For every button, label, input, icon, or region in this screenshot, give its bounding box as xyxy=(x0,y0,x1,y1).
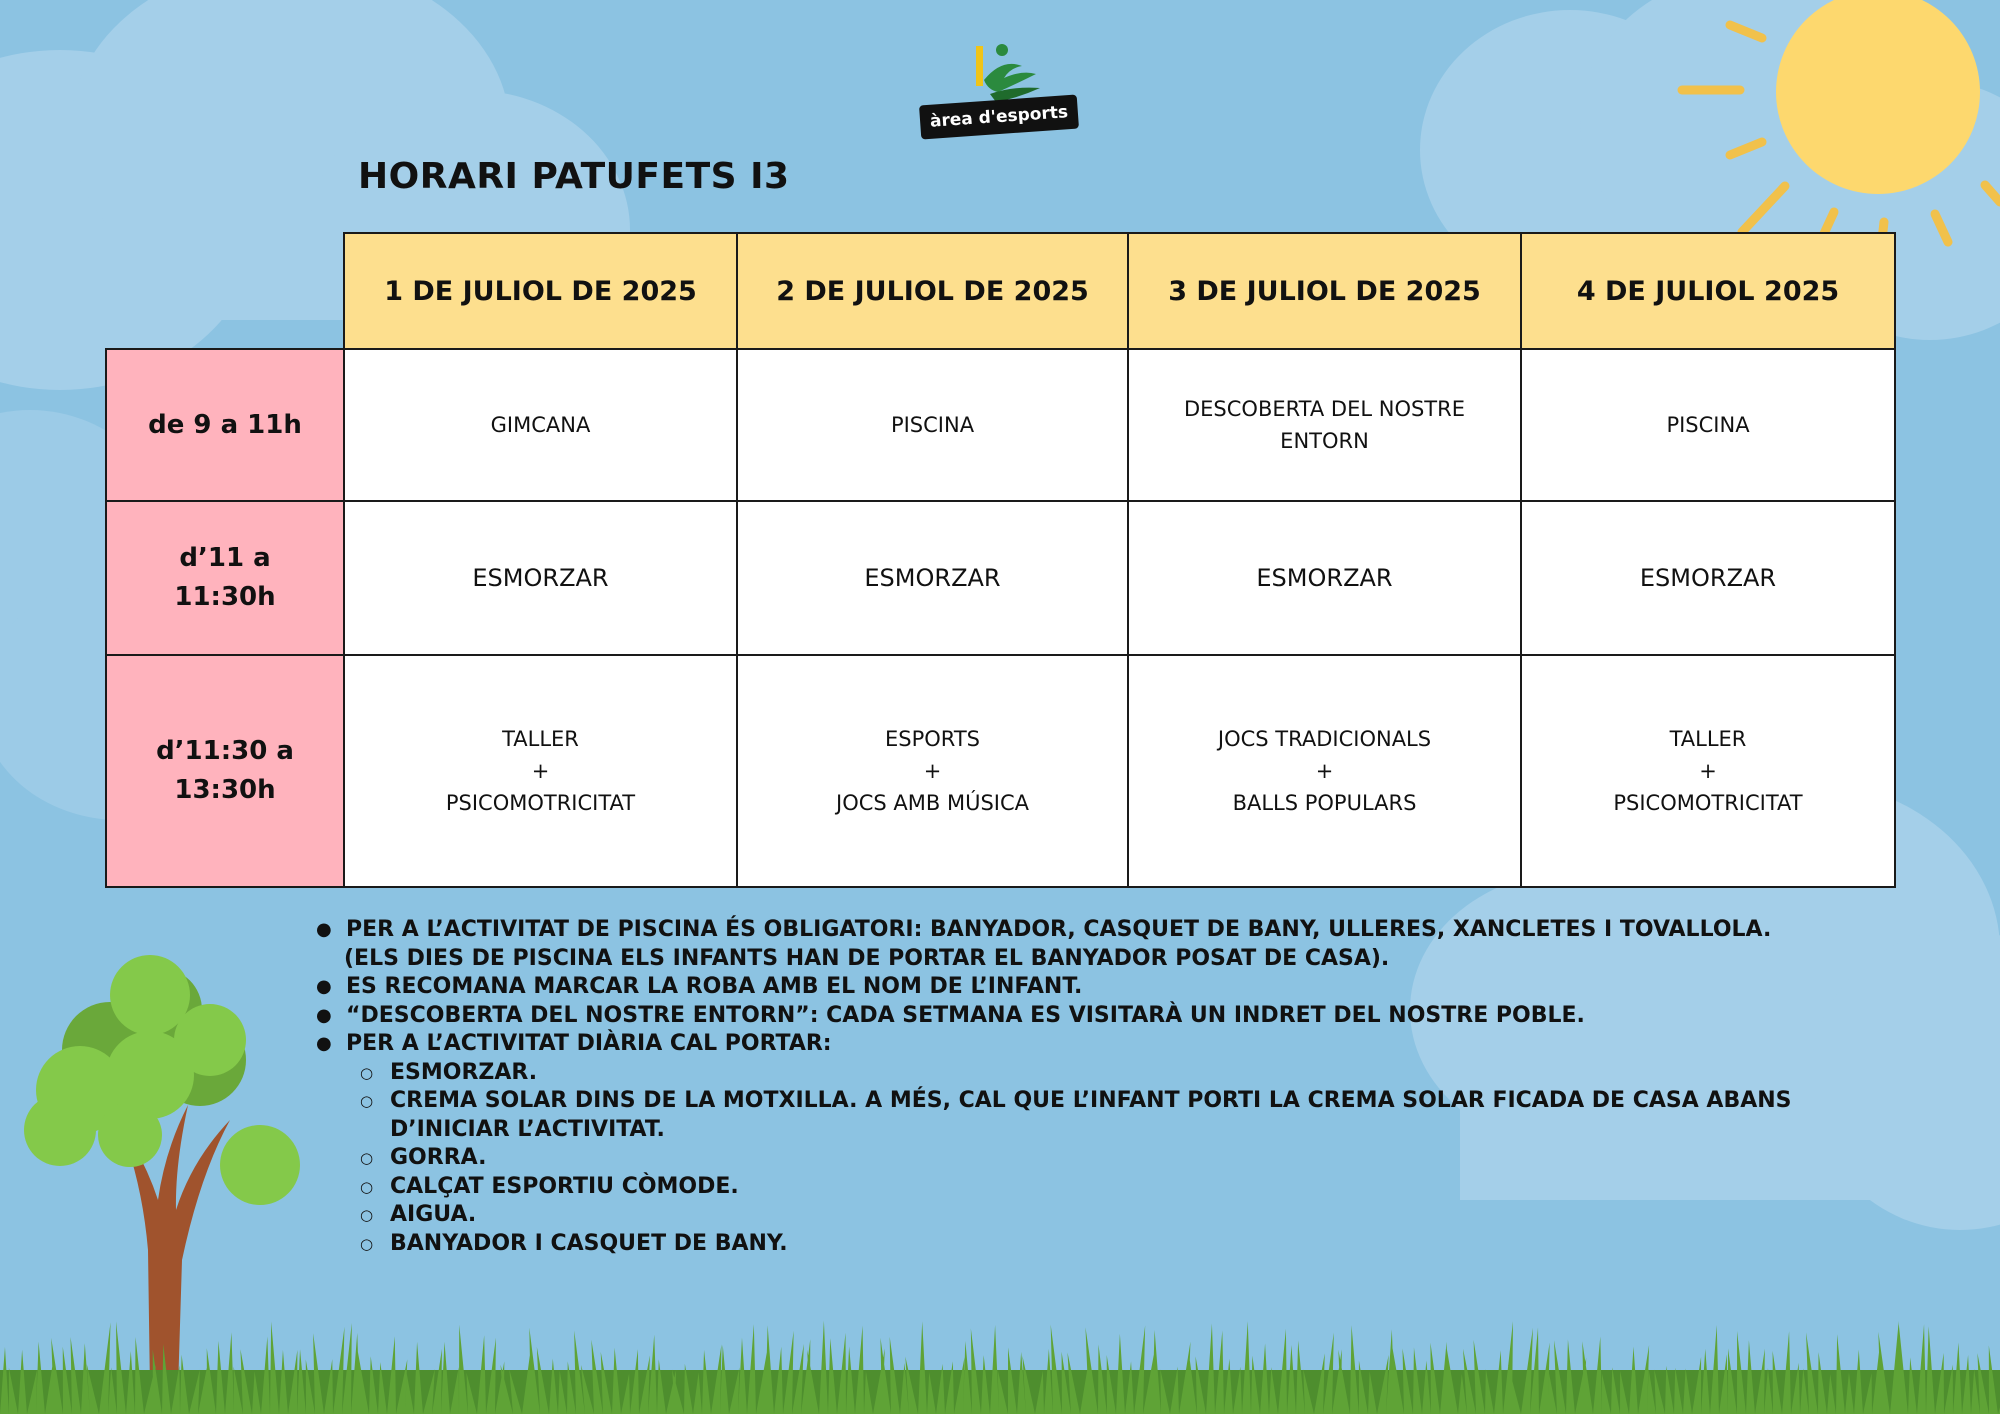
activity-cell xyxy=(1127,348,1522,502)
time-slot-label: d’11 a 11:30h xyxy=(105,500,345,656)
activity-line: + xyxy=(1315,759,1334,783)
activity-line: ESMORZAR xyxy=(1639,564,1777,592)
activity-cell xyxy=(736,654,1129,888)
activity-line: ESMORZAR xyxy=(864,564,1001,592)
activity-cell xyxy=(1127,654,1522,888)
note-text: PER A L’ACTIVITAT DE PISCINA ÉS OBLIGATORI: BANYADOR, CASQUET DE BANY, ULLERES, XANCLETES I TOVALLOLA. xyxy=(346,917,1772,942)
circle-bullet-icon: ○ xyxy=(360,1149,374,1167)
circle-bullet-icon: ○ xyxy=(360,1177,374,1196)
circle-bullet-icon: ○ xyxy=(360,1234,374,1253)
note-text: CREMA SOLAR DINS DE LA MOTXILLA. A MÉS, CAL QUE L’INFANT PORTI LA CREMA SOLAR FICADA DE CASA ABANS xyxy=(390,1088,1792,1113)
sub-note-item xyxy=(314,1144,1874,1173)
column-header: 4 DE JULIOL 2025 xyxy=(1520,232,1896,350)
sub-note-item xyxy=(314,1173,1874,1202)
note-text: BANYADOR I CASQUET DE BANY. xyxy=(390,1230,788,1256)
column-header: 1 DE JULIOL DE 2025 xyxy=(343,232,738,350)
note-item xyxy=(314,973,1874,1002)
sub-note-item xyxy=(314,1087,1874,1116)
activity-cell xyxy=(1520,654,1896,888)
activity-cell xyxy=(1127,500,1522,656)
bullet-icon: ● xyxy=(316,1033,332,1054)
bullet-icon: ● xyxy=(316,1004,332,1026)
activity-cell xyxy=(1520,348,1896,502)
activity-cell xyxy=(736,348,1129,502)
activity-cell xyxy=(343,500,738,656)
note-text: PER A L’ACTIVITAT DIÀRIA CAL PORTAR: xyxy=(346,1031,832,1056)
activity-line: TALLER xyxy=(1669,727,1747,751)
activity-line: ENTORN xyxy=(1280,429,1369,453)
activity-line: TALLER xyxy=(502,727,579,751)
note-text-continued: D’INICIAR L’ACTIVITAT. xyxy=(390,1116,665,1142)
page-title: HORARI PATUFETS I3 xyxy=(358,156,790,197)
activity-line: ESMORZAR xyxy=(472,564,609,592)
activity-line: DESCOBERTA DEL NOSTRE xyxy=(1183,397,1465,421)
sub-note-item xyxy=(314,1059,1874,1088)
note-text: ES RECOMANA MARCAR LA ROBA AMB EL NOM DE L’INFANT. xyxy=(346,974,1083,999)
note-text: “DESCOBERTA DEL NOSTRE ENTORN”: CADA SETMANA ES VISITARÀ UN INDRET DEL NOSTRE POBLE. xyxy=(346,1002,1585,1028)
activity-line: + xyxy=(923,759,942,783)
note-item xyxy=(314,1002,1874,1031)
activity-line: ESPORTS xyxy=(884,727,980,751)
note-text: ESMORZAR. xyxy=(390,1059,538,1085)
note-item xyxy=(314,1030,1874,1059)
column-header: 2 DE JULIOL DE 2025 xyxy=(736,232,1129,350)
note-text: CALÇAT ESPORTIU CÒMODE. xyxy=(390,1173,739,1199)
activity-cell xyxy=(343,654,738,888)
note-text: AIGUA. xyxy=(390,1202,477,1227)
activity-cell xyxy=(736,500,1129,656)
column-header: 3 DE JULIOL DE 2025 xyxy=(1127,232,1522,350)
note-item xyxy=(314,916,1874,945)
bullet-icon: ● xyxy=(316,976,332,997)
circle-bullet-icon: ○ xyxy=(360,1092,374,1110)
activity-line: + xyxy=(1699,759,1717,783)
circle-bullet-icon: ○ xyxy=(360,1063,374,1082)
activity-line: PISCINA xyxy=(1666,413,1750,437)
activity-line: BALLS POPULARS xyxy=(1232,791,1417,815)
activity-line: JOCS TRADICIONALS xyxy=(1217,727,1432,751)
activity-cell xyxy=(343,348,738,502)
activity-line: + xyxy=(531,759,550,783)
activity-line: ESMORZAR xyxy=(1256,564,1393,592)
time-slot-label: de 9 a 11h xyxy=(105,348,345,502)
sub-note-item xyxy=(314,1230,1874,1259)
activity-line: JOCS AMB MÚSICA xyxy=(836,791,1029,815)
activity-cell xyxy=(1520,500,1896,656)
bullet-icon: ● xyxy=(316,919,332,940)
circle-bullet-icon: ○ xyxy=(360,1206,374,1224)
logo-wordmark: àrea d'esports xyxy=(919,95,1079,140)
note-text: GORRA. xyxy=(390,1145,487,1170)
activity-line: GIMCANA xyxy=(490,413,591,437)
time-slot-label: d’11:30 a 13:30h xyxy=(105,654,345,888)
notes-list xyxy=(314,916,1874,1258)
note-text-continued: (ELS DIES DE PISCINA ELS INFANTS HAN DE PORTAR EL BANYADOR POSAT DE CASA). xyxy=(344,945,1390,971)
activity-line: PSICOMOTRICITAT xyxy=(445,791,636,815)
activity-line: PSICOMOTRICITAT xyxy=(1613,791,1803,815)
activity-line: PISCINA xyxy=(890,413,975,437)
sub-note-item xyxy=(314,1201,1874,1230)
